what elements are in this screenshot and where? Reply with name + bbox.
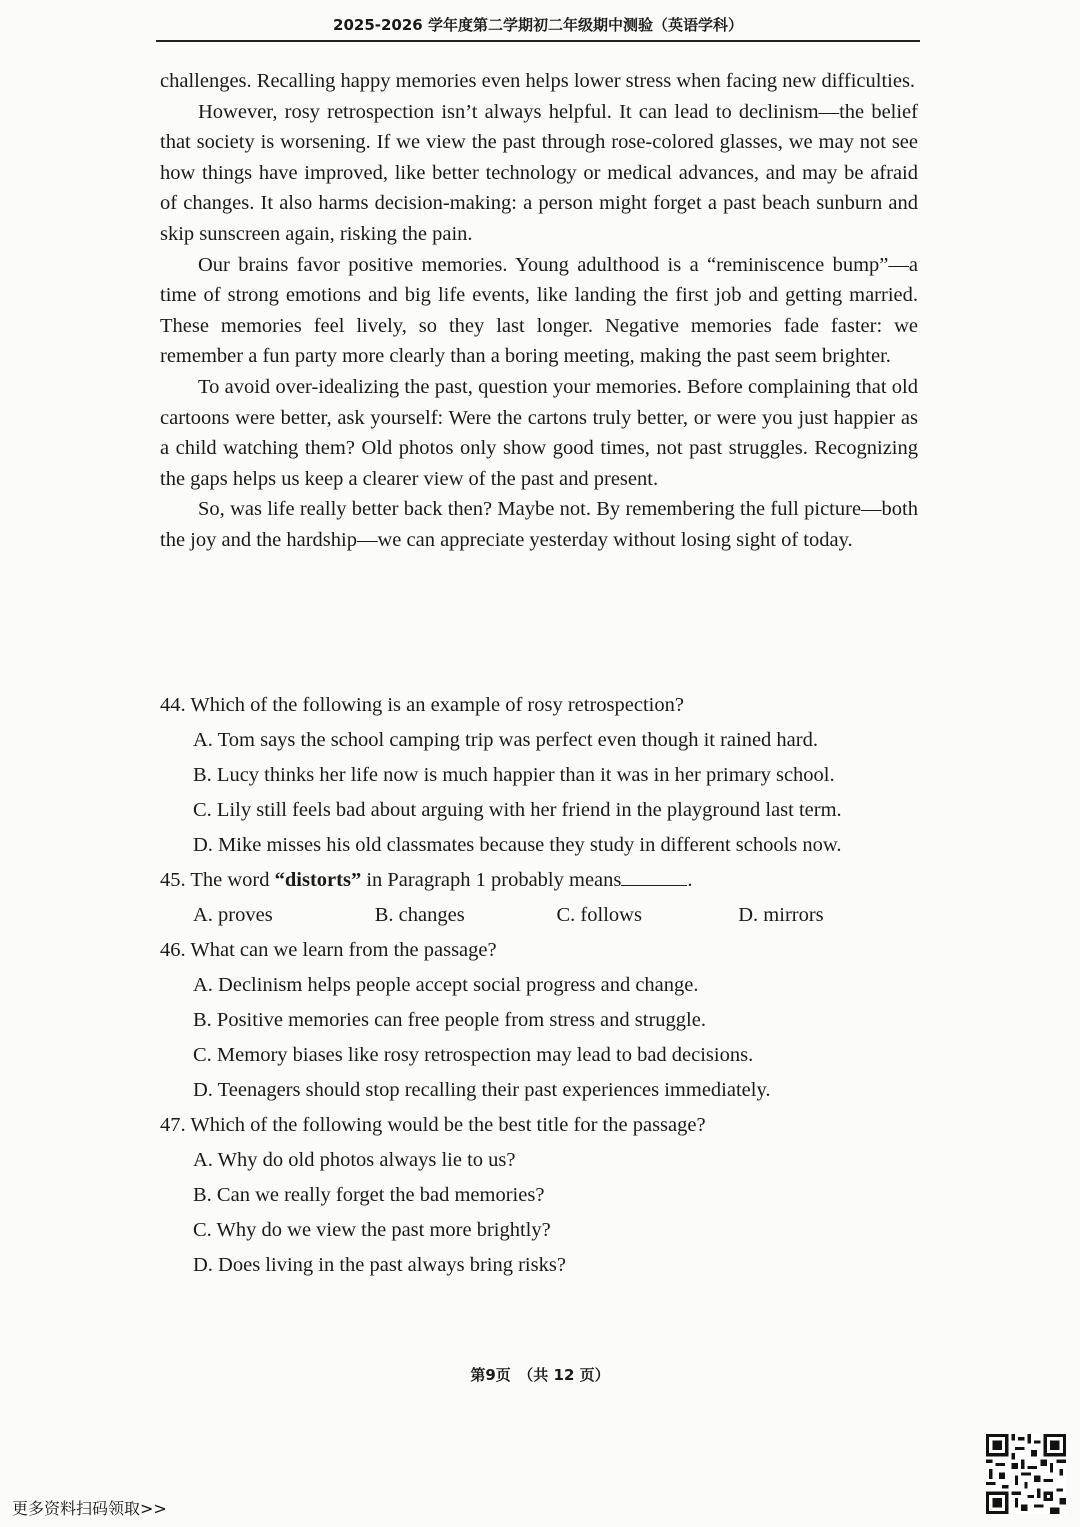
stem-text: . xyxy=(687,869,693,891)
question-45 xyxy=(160,863,920,933)
page-footer xyxy=(0,1364,1080,1385)
answer-option: B. Lucy thinks her life now is much happier than it was in her primary school. xyxy=(193,764,835,786)
question-stem: 44. Which of the following is an example of rosy retrospection? xyxy=(160,694,684,716)
question-46 xyxy=(160,933,920,1108)
answer-option: D. Teenagers should stop recalling their past experiences immediately. xyxy=(193,1079,771,1101)
question-stem xyxy=(160,863,920,898)
passage-paragraph: Our brains favor positive memories. Young adulthood is a “reminiscence bump”—a time of strong emotions and big life events, like landing the first job and getting married. These memories feel lively, so they last longer. Negative memories fade faster: we remember a fun party more clearly than a boring meeting, making the past seem brighter. xyxy=(160,253,918,368)
answer-option: C. Why do we view the past more brightly? xyxy=(193,1219,551,1241)
passage-paragraph: So, was life really better back then? Maybe not. By remembering the full picture—both the joy and the hardship—we can appreciate yesterday without losing sight of today. xyxy=(160,498,918,551)
answer-option: B. Positive memories can free people from stress and struggle. xyxy=(193,1009,706,1031)
stem-text: 45. The word xyxy=(160,869,275,891)
stem-text: in Paragraph 1 probably means xyxy=(361,869,622,891)
answer-option: D. mirrors xyxy=(738,904,824,926)
stem-keyword: “distorts” xyxy=(274,869,362,891)
answer-option: B. Can we really forget the bad memories? xyxy=(193,1184,545,1206)
answer-option: A. Tom says the school camping trip was perfect even though it rained hard. xyxy=(193,729,818,751)
reading-passage xyxy=(160,66,918,556)
question-44 xyxy=(160,688,920,863)
answer-option: D. Mike misses his old classmates because they study in different schools now. xyxy=(193,834,842,856)
answer-option: B. changes xyxy=(374,904,465,926)
passage-paragraph: challenges. Recalling happy memories even helps lower stress when facing new difficulties. xyxy=(160,70,916,92)
answer-blank xyxy=(621,867,687,886)
answer-option: A. Why do old photos always lie to us? xyxy=(193,1149,516,1171)
promo-link[interactable]: 更多资料扫码领取>> xyxy=(12,1499,167,1518)
exam-title: 2025-2026 学年度第二学期初二年级期中测验（英语学科） xyxy=(333,16,743,34)
question-stem: 46. What can we learn from the passage? xyxy=(160,939,497,961)
answer-option: C. Lily still feels bad about arguing with her friend in the playground last term. xyxy=(193,799,842,821)
question-stem: 47. Which of the following would be the best title for the passage? xyxy=(160,1114,706,1136)
page-number: 第9页 （共 12 页） xyxy=(470,1366,610,1384)
answer-option: C. follows xyxy=(556,904,642,926)
answer-option: A. Declinism helps people accept social progress and change. xyxy=(193,974,699,996)
answer-option: C. Memory biases like rosy retrospection may lead to bad decisions. xyxy=(193,1044,754,1066)
page-header xyxy=(156,12,920,42)
question-47 xyxy=(160,1108,920,1283)
answer-option: D. Does living in the past always bring risks? xyxy=(193,1254,566,1276)
passage-paragraph: To avoid over-idealizing the past, question your memories. Before complaining that old cartoons were better, ask yourself: Were the cartons truly better, or were you just happier as a child watching them? Old photos only show good times, not past struggles. Recognizing the gaps helps us keep a clearer view of the past and present. xyxy=(160,375,918,490)
answer-options-row xyxy=(160,898,920,933)
passage-paragraph: However, rosy retrospection isn’t always helpful. It can lead to declinism—the belief that society is worsening. If we view the past through rose-colored glasses, we may not see how things have improved, like better technology or medical advances, and may be afraid of changes. It also harms decision-making: a person might forget a past beach sunburn and skip sunscreen again, risking the pain. xyxy=(160,100,918,245)
answer-option: A. proves xyxy=(193,904,273,926)
question-list xyxy=(160,688,920,1283)
qr-code-icon[interactable] xyxy=(986,1434,1066,1514)
